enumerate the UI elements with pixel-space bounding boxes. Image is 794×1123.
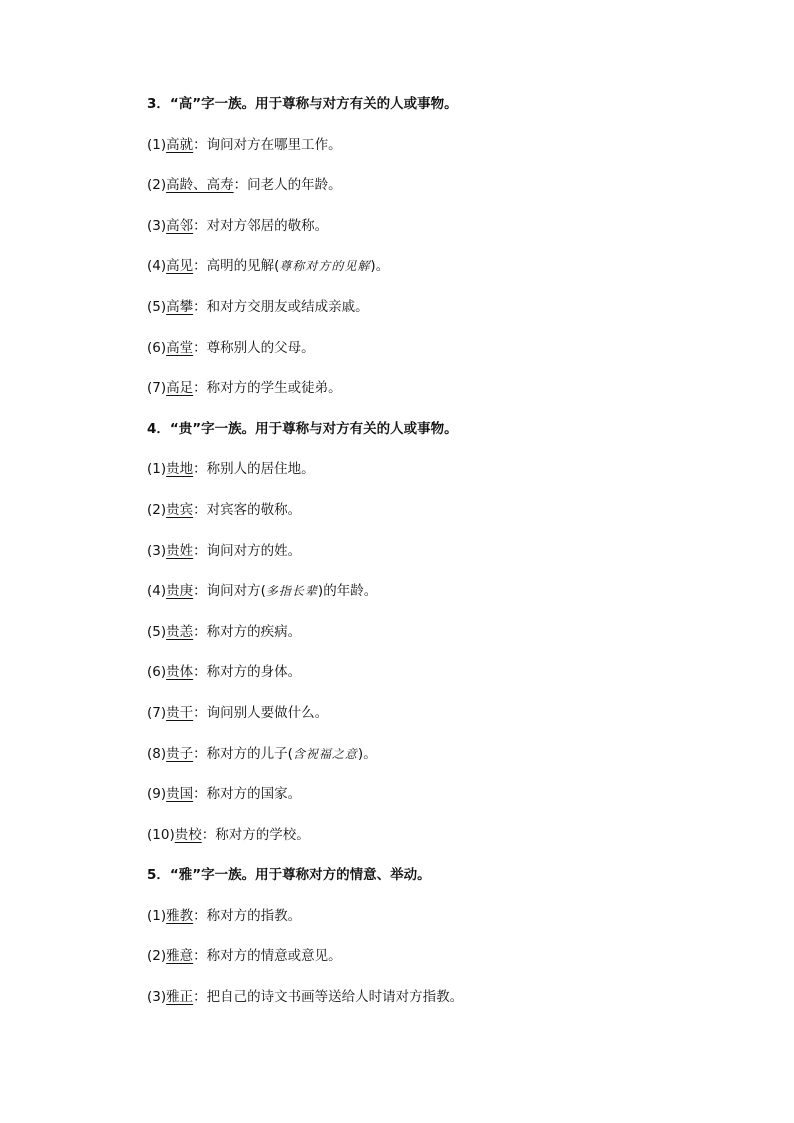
separator: ： (193, 745, 207, 762)
honorific-term: 贵国 (166, 786, 194, 803)
item-number: (6) (147, 339, 167, 356)
definition: 对对方邻居的敬称。 (206, 217, 329, 234)
list-item (147, 499, 747, 540)
list-item (147, 743, 747, 784)
item-number: (1) (147, 907, 167, 924)
list-item (147, 621, 747, 662)
item-number: (2) (147, 177, 167, 194)
item-number: (2) (147, 501, 167, 518)
definition: 称对方的疾病。 (206, 623, 302, 640)
definition: 询问别人要做什么。 (206, 704, 329, 721)
separator: ： (193, 380, 207, 397)
separator: ： (193, 217, 207, 234)
list-item (147, 255, 747, 296)
definition: 称对方的儿子( (206, 745, 293, 762)
honorific-term: 雅教 (166, 907, 194, 924)
definition: 询问对方在哪里工作。 (206, 136, 342, 153)
separator: ： (193, 136, 207, 153)
list-item (147, 986, 747, 1027)
honorific-term: 贵恙 (166, 623, 194, 640)
honorific-term: 高攀 (166, 298, 194, 315)
item-number: (1) (147, 136, 167, 153)
list-item (147, 661, 747, 702)
definition-tail: )。 (370, 258, 390, 275)
definition: 称别人的居住地。 (206, 461, 315, 478)
separator: ： (193, 704, 207, 721)
honorific-term: 贵子 (166, 745, 194, 762)
definition: 称对方的学生或徒弟。 (206, 380, 342, 397)
list-item (147, 296, 747, 337)
separator: ： (193, 501, 207, 518)
definition-tail: )。 (357, 745, 377, 762)
separator: ： (193, 461, 207, 478)
item-number: (3) (147, 542, 167, 559)
separator: ： (193, 989, 207, 1006)
definition: 称对方的身体。 (206, 664, 302, 681)
list-item (147, 134, 747, 175)
parenthetical-note: 尊称对方的见解 (279, 259, 371, 274)
honorific-term: 贵宾 (166, 501, 194, 518)
honorific-term: 高就 (166, 136, 194, 153)
list-item (147, 580, 747, 621)
separator: ： (193, 948, 207, 965)
honorific-term: 高见 (166, 258, 194, 275)
separator: ： (193, 542, 207, 559)
definition: 询问对方( (206, 583, 266, 600)
list-item (147, 215, 747, 256)
honorific-term: 贵校 (174, 826, 202, 843)
separator: ： (193, 623, 207, 640)
separator: ： (193, 298, 207, 315)
list-item (147, 540, 747, 581)
definition: 把自己的诗文书画等送给人时请对方指教。 (206, 989, 464, 1006)
honorific-term: 雅正 (166, 989, 194, 1006)
section-heading: 3．“高”字一族。用于尊称与对方有关的人或事物。 (147, 96, 458, 112)
definition-tail: )的年龄。 (317, 583, 378, 600)
honorific-term: 贵地 (166, 461, 194, 478)
item-number: (10) (147, 826, 175, 843)
honorific-term: 高堂 (166, 339, 194, 356)
item-number: (6) (147, 664, 167, 681)
document-body (147, 93, 747, 1027)
honorific-term: 高足 (166, 380, 194, 397)
honorific-term: 高龄、高寿 (166, 177, 234, 194)
item-number: (1) (147, 461, 167, 478)
list-item (147, 702, 747, 743)
item-number: (8) (147, 745, 167, 762)
definition: 称对方的国家。 (206, 786, 302, 803)
item-number: (2) (147, 948, 167, 965)
item-number: (7) (147, 704, 167, 721)
separator: ： (193, 664, 207, 681)
section-heading: 4．“贵”字一族。用于尊称与对方有关的人或事物。 (147, 420, 458, 437)
section-heading: 5．“雅”字一族。用于尊称对方的情意、举动。 (147, 867, 431, 884)
item-number: (4) (147, 583, 167, 600)
definition: 称对方的学校。 (215, 826, 310, 843)
item-number: (5) (147, 298, 167, 315)
list-item (147, 783, 747, 824)
list-item (147, 824, 747, 865)
honorific-term: 贵干 (166, 704, 194, 721)
separator: ： (201, 826, 216, 843)
list-item (147, 337, 747, 378)
honorific-term: 贵体 (166, 664, 194, 681)
item-number: (3) (147, 217, 167, 234)
definition: 称对方的指教。 (206, 907, 302, 924)
definition: 高明的见解( (206, 258, 280, 275)
parenthetical-note: 含祝福之意 (292, 746, 358, 761)
list-item (147, 174, 747, 215)
honorific-term: 雅意 (166, 948, 194, 965)
definition: 和对方交朋友或结成亲戚。 (206, 298, 369, 315)
list-item (147, 905, 747, 946)
separator: ： (193, 258, 207, 275)
list-item (147, 458, 747, 499)
definition: 对宾客的敬称。 (206, 501, 302, 518)
item-number: (4) (147, 258, 167, 275)
separator: ： (193, 583, 207, 600)
separator: ： (193, 339, 207, 356)
separator: ： (233, 177, 248, 194)
definition: 询问对方的姓。 (206, 542, 302, 559)
honorific-term: 贵姓 (166, 542, 194, 559)
honorific-term: 贵庚 (166, 583, 194, 600)
definition: 称对方的情意或意见。 (206, 948, 342, 965)
definition: 问老人的年龄。 (247, 177, 342, 194)
list-item (147, 945, 747, 986)
list-item (147, 377, 747, 418)
item-number: (3) (147, 989, 167, 1006)
parenthetical-note: 多指长辈 (265, 584, 318, 599)
definition: 尊称别人的父母。 (206, 339, 315, 356)
item-number: (5) (147, 623, 167, 640)
separator: ： (193, 907, 207, 924)
honorific-term: 高邻 (166, 217, 194, 234)
item-number: (7) (147, 380, 167, 397)
separator: ： (193, 786, 207, 803)
item-number: (9) (147, 786, 167, 803)
